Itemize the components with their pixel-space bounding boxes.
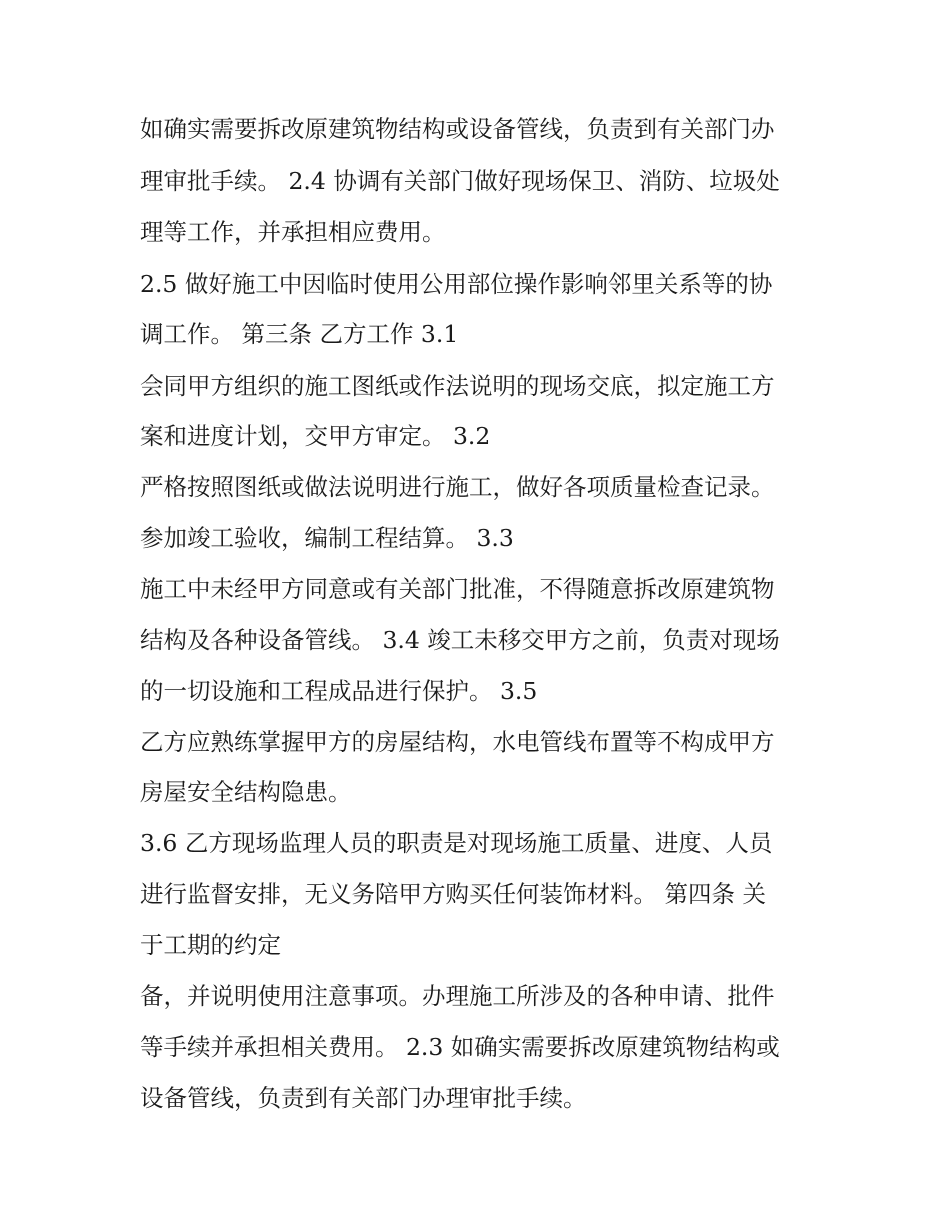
text-line: 进行监督安排，无义务陪甲方购买任何装饰材料。 第四条 关	[140, 880, 766, 908]
text-line: 严格按照图纸或做法说明进行施工，做好各项质量检查记录。	[140, 473, 775, 501]
text-line: 调工作。 第三条 乙方工作 3.1	[140, 320, 459, 348]
text-line: 理等工作，并承担相应费用。	[140, 218, 446, 246]
text-line: 等手续并承担相关费用。 2.3 如确实需要拆改原建筑物结构或	[140, 1033, 780, 1061]
text-line: 施工中未经甲方同意或有关部门批准，不得随意拆改原建筑物	[140, 575, 775, 603]
text-line: 的一切设施和工程成品进行保护。 3.5	[140, 677, 538, 705]
text-line: 乙方应熟练掌握甲方的房屋结构，水电管线布置等不构成甲方	[140, 728, 775, 756]
text-line: 案和进度计划，交甲方审定。 3.2	[140, 422, 491, 450]
text-line: 参加竣工验收，编制工程结算。 3.3	[140, 524, 514, 552]
text-line: 房屋安全结构隐患。	[140, 778, 352, 806]
text-line: 3.6 乙方现场监理人员的职责是对现场施工质量、进度、人员	[140, 829, 773, 857]
text-line: 如确实需要拆改原建筑物结构或设备管线，负责到有关部门办	[140, 115, 775, 143]
text-line: 设备管线，负责到有关部门办理审批手续。	[140, 1084, 587, 1112]
text-line: 于工期的约定	[140, 931, 281, 959]
text-line: 理审批手续。 2.4 协调有关部门做好现场保卫、消防、垃圾处	[140, 167, 780, 195]
text-line: 备，并说明使用注意事项。办理施工所涉及的各种申请、批件	[140, 982, 775, 1010]
text-line: 结构及各种设备管线。 3.4 竣工未移交甲方之前，负责对现场	[140, 626, 780, 654]
text-line: 会同甲方组织的施工图纸或作法说明的现场交底，拟定施工方	[140, 372, 775, 400]
text-line: 2.5 做好施工中因临时使用公用部位操作影响邻里关系等的协	[140, 270, 773, 298]
